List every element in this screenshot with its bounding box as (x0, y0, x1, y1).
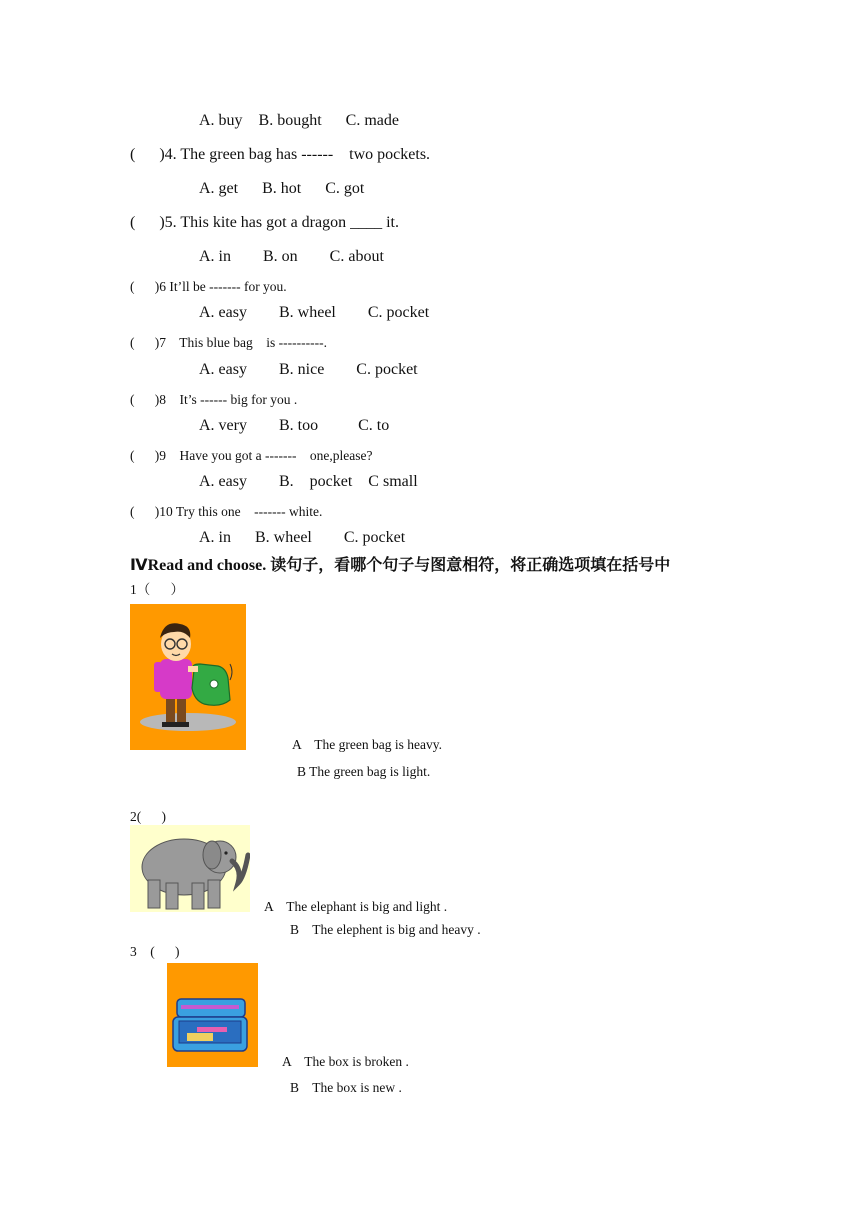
q8-options: A. very B. too C. to (199, 417, 390, 434)
box-picture (167, 963, 258, 1067)
item1-number: 1（ ） (130, 582, 184, 597)
q8-stem: ( )8 It’s ------ big for you . (130, 392, 298, 407)
q10-options: A. in B. wheel C. pocket (199, 529, 406, 546)
q3-options: A. buy B. bought C. made (199, 112, 399, 129)
q6-options: A. easy B. wheel C. pocket (199, 304, 430, 321)
item2-option-a: A The elephant is big and light . (264, 899, 448, 914)
item1-option-a: A The green bag is heavy. (292, 737, 442, 752)
q5-options: A. in B. on C. about (199, 248, 384, 265)
q6-stem: ( )6 It’ll be ------- for you. (130, 279, 287, 294)
boy-with-bag-picture (130, 604, 246, 750)
section-heading: ⅣRead and choose. 读句子，看哪个句子与图意相符，将正确选项填在括号中 (130, 557, 671, 574)
q10-stem: ( )10 Try this one ------- white. (130, 504, 323, 519)
q4-options: A. get B. hot C. got (199, 180, 365, 197)
q7-stem: ( )7 This blue bag is ----------. (130, 335, 327, 350)
item3-number: 3 ( ) (130, 944, 180, 959)
elephant-picture (130, 825, 250, 912)
item3-option-a: A The box is broken . (282, 1054, 409, 1069)
q9-options: A. easy B. pocket C small (199, 473, 418, 490)
item2-number: 2( ) (130, 809, 166, 824)
item3-option-b: B The box is new . (290, 1080, 402, 1095)
item1-option-b: B The green bag is light. (297, 764, 431, 779)
q9-stem: ( )9 Have you got a ------- one,please? (130, 448, 373, 463)
q4-stem: ( )4. The green bag has ------ two pockets. (130, 146, 431, 163)
q7-options: A. easy B. nice C. pocket (199, 361, 418, 378)
q5-stem: ( )5. This kite has got a dragon ____ it. (130, 214, 399, 231)
item2-option-b: B The elephent is big and heavy . (290, 922, 481, 937)
